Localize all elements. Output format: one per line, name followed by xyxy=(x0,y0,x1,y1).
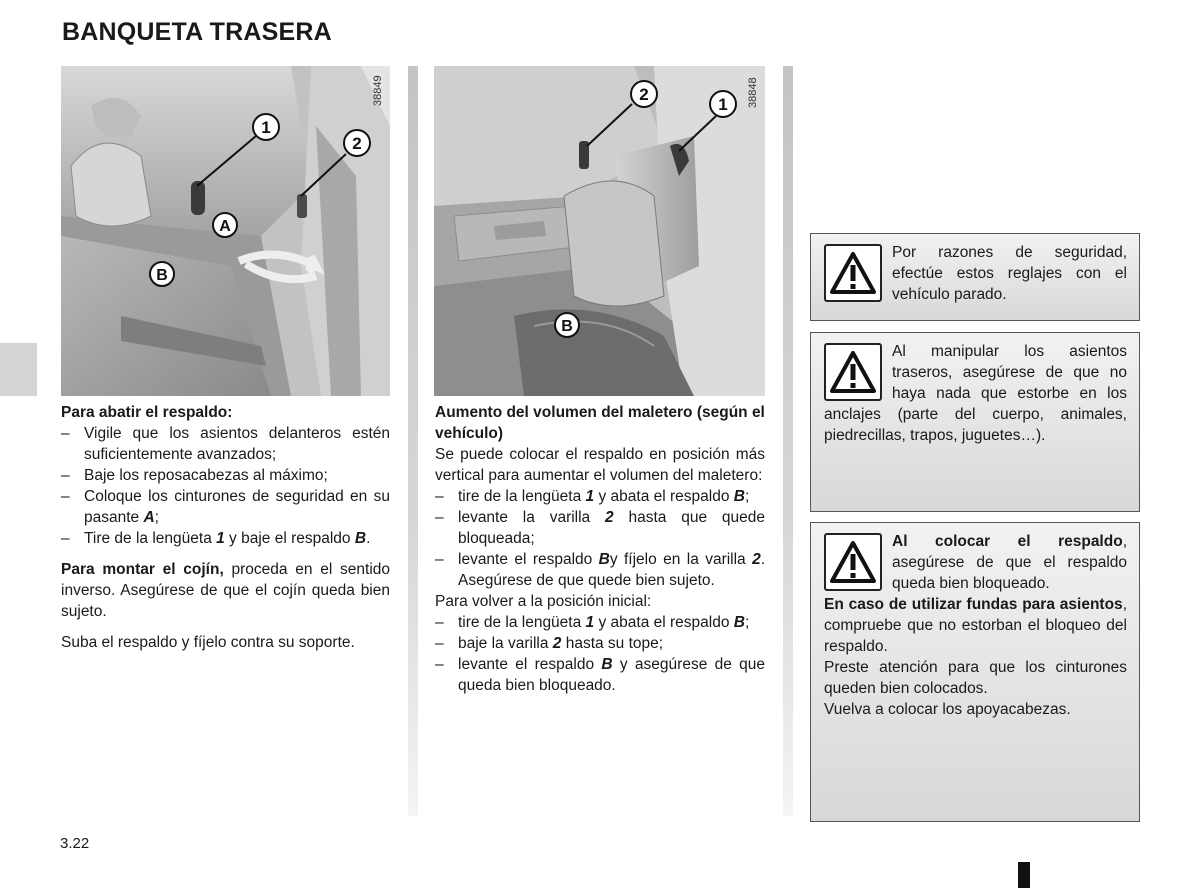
column-left-text xyxy=(61,402,390,653)
warning-text: Al colocar el respaldo, asegúrese de que el respaldo queda bien bloqueado. xyxy=(892,533,1127,592)
warning-box xyxy=(810,332,1140,512)
figure-ref-code: 38848 xyxy=(747,77,759,108)
column-separator xyxy=(408,66,418,816)
paragraph: Se puede colocar el respaldo en posición más vertical para aumentar el volumen del maletero: xyxy=(435,446,765,484)
warning-text: Por razones de seguridad, efectúe estos reglajes con el vehículo parado. xyxy=(892,244,1127,303)
callout-2 xyxy=(631,81,657,107)
list-item: – Coloque los cinturones de seguridad en su pasante A; xyxy=(61,486,390,528)
column-separator xyxy=(783,66,793,816)
paragraph: Para montar el cojín, proceda en el sentido inverso. Asegúrese de que el cojín queda bien sujeto. xyxy=(61,561,391,620)
section-heading: Aumento del volumen del maletero (según el vehículo) xyxy=(435,404,765,442)
list-item: – tire de la lengüeta 1 y abata el respaldo B; xyxy=(435,612,765,633)
fold-steps-list xyxy=(61,423,390,549)
volume-steps-list xyxy=(435,486,765,591)
list-item: – tire de la lengüeta 1 y abata el respaldo B; xyxy=(435,486,765,507)
page-title: BANQUETA TRASERA xyxy=(62,18,332,46)
svg-text:2: 2 xyxy=(352,134,362,153)
list-item: – levante el respaldo B y asegúrese de que queda bien bloqueado. xyxy=(435,654,765,696)
svg-text:B: B xyxy=(156,267,168,284)
list-item: – baje la varilla 2 hasta su tope; xyxy=(435,633,765,654)
return-steps-list xyxy=(435,612,765,696)
figure-ref-code: 38849 xyxy=(372,75,384,106)
warning-box xyxy=(810,233,1140,321)
paragraph: Para volver a la posición inicial: xyxy=(435,593,652,610)
svg-text:1: 1 xyxy=(261,118,271,137)
figure-trunk-volume xyxy=(434,66,765,396)
list-item: – Baje los reposacabezas al máximo; xyxy=(61,465,390,486)
warning-triangle-icon xyxy=(824,533,882,591)
svg-text:B: B xyxy=(561,318,573,335)
callout-a xyxy=(213,213,237,237)
svg-text:A: A xyxy=(219,218,231,235)
list-item: – levante la varilla 2 hasta que quede bloqueada; xyxy=(435,507,765,549)
warning-text: Vuelva a colocar los apoyacabezas. xyxy=(824,701,1071,718)
warning-box xyxy=(810,522,1140,822)
warning-text: Al manipular los asientos traseros, asegúrese de que no haya nada que estorbe en los anclajes (parte del cuerpo, animales, piedrecillas, trapos, juguetes…). xyxy=(824,343,1127,444)
list-item: – Vigile que los asientos delanteros estén suficientemente avanzados; xyxy=(61,423,390,465)
list-item: – Tire de la lengüeta 1 y baje el respaldo B. xyxy=(61,528,390,549)
warning-triangle-icon xyxy=(824,244,882,302)
section-tab xyxy=(0,343,37,396)
callout-b xyxy=(555,313,579,337)
warning-triangle-icon xyxy=(824,343,882,401)
page-corner-mark xyxy=(1018,862,1030,888)
callout-2 xyxy=(344,130,370,156)
callout-1 xyxy=(710,91,736,117)
svg-text:1: 1 xyxy=(718,95,728,114)
figure-rear-seat-fold xyxy=(61,66,390,396)
list-item: – levante el respaldo By fíjelo en la varilla 2. Asegúrese de que quede bien sujeto. xyxy=(435,549,765,591)
svg-text:2: 2 xyxy=(639,85,649,104)
warning-text: En caso de utilizar fundas para asientos, compruebe que no estorban el bloqueo del respaldo. xyxy=(824,596,1127,655)
callout-1 xyxy=(253,114,279,140)
warning-text: Preste atención para que los cinturones queden bien colocados. xyxy=(824,659,1127,697)
page-number: 3.22 xyxy=(60,835,90,852)
paragraph: Suba el respaldo y fíjelo contra su soporte. xyxy=(61,634,355,651)
column-middle-text xyxy=(435,402,765,696)
callout-b xyxy=(150,262,174,286)
section-heading: Para abatir el respaldo: xyxy=(61,404,233,421)
